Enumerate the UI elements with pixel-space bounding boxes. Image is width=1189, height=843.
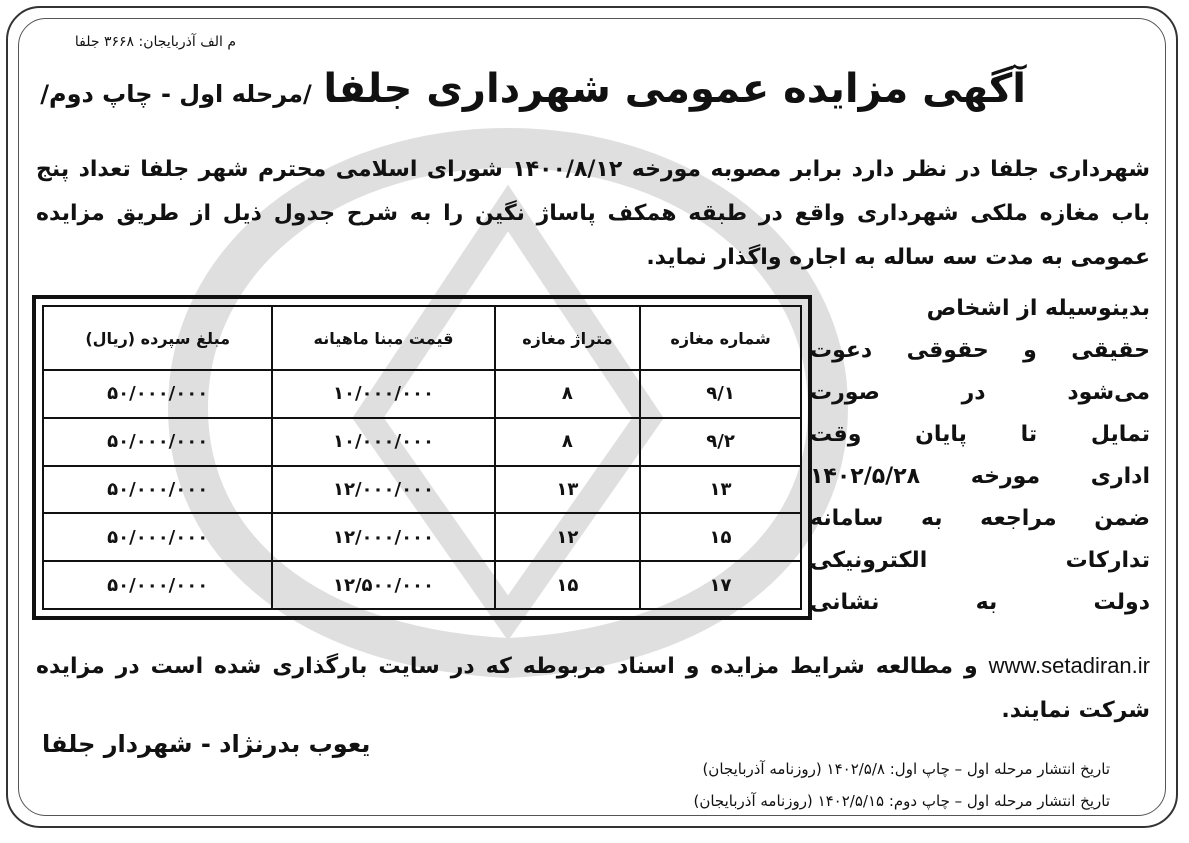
side-line: تمایل تا پایان وقت — [810, 422, 1150, 447]
cell-shop-area: ۸ — [495, 370, 640, 418]
cell-base-price: ۱۰/۰۰۰/۰۰۰ — [272, 370, 494, 418]
cell-deposit: ۵۰/۰۰۰/۰۰۰ — [43, 561, 272, 609]
side-line: دولت به نشانی — [810, 590, 1150, 615]
closing-text: و مطالعه شرایط مزایده و اسناد مربوطه که در سایت بارگذاری شده است در مزایده شرکت نمایند. — [36, 654, 1150, 723]
cell-base-price: ۱۲/۵۰۰/۰۰۰ — [272, 561, 494, 609]
header-deposit-amount: مبلغ سپرده (ریال) — [43, 306, 272, 370]
table-row — [43, 418, 801, 466]
cell-shop-number: ۱۳ — [640, 466, 801, 514]
cell-base-price: ۱۰/۰۰۰/۰۰۰ — [272, 418, 494, 466]
title-main: آگهی مزایده عمومی شهرداری جلفا — [323, 66, 1026, 112]
table-row — [43, 513, 801, 561]
closing-paragraph — [36, 644, 1150, 733]
ad-title — [40, 66, 1026, 112]
cell-base-price: ۱۲/۰۰۰/۰۰۰ — [272, 513, 494, 561]
table-header-row — [43, 306, 801, 370]
cell-deposit: ۵۰/۰۰۰/۰۰۰ — [43, 513, 272, 561]
table-row — [43, 561, 801, 609]
cell-shop-number: ۱۵ — [640, 513, 801, 561]
ad-frame — [6, 6, 1178, 828]
cell-deposit: ۵۰/۰۰۰/۰۰۰ — [43, 370, 272, 418]
publication-date-first: تاریخ انتشار مرحله اول – چاپ اول: ۱۴۰۲/۵/۸ (روزنامه آذربایجان) — [702, 760, 1110, 778]
cell-deposit: ۵۰/۰۰۰/۰۰۰ — [43, 466, 272, 514]
signature: یعوب بدرنژاد - شهردار جلفا — [42, 730, 371, 758]
table-row — [43, 466, 801, 514]
side-line: می‌شود در صورت — [810, 380, 1150, 405]
intro-paragraph: شهرداری جلفا در نظر دارد برابر مصوبه مورخه ۱۴۰۰/۸/۱۲ شورای اسلامی محترم شهر جلفا تعداد پنج باب مغازه ملکی شهرداری واقع در طبقه همکف پاساژ نگین را به شرح جدول ذیل از طریق مزایده عمومی به مدت سه ساله به اجاره واگذار نماید. — [36, 157, 1150, 270]
side-line: تدارکات الکترونیکی — [810, 548, 1150, 573]
cell-shop-number: ۹/۱ — [640, 370, 801, 418]
shops-table — [42, 305, 802, 610]
header-monthly-base-price: قیمت مبنا ماهیانه — [272, 306, 494, 370]
cell-shop-number: ۱۷ — [640, 561, 801, 609]
side-line: اداری مورخه ۱۴۰۲/۵/۲۸ — [810, 464, 1150, 489]
cell-base-price: ۱۲/۰۰۰/۰۰۰ — [272, 466, 494, 514]
shops-table-box — [32, 295, 812, 620]
publication-date-second: تاریخ انتشار مرحله اول – چاپ دوم: ۱۴۰۲/۵/۱۵ (روزنامه آذربایجان) — [693, 792, 1110, 810]
header-shop-number: شماره مغازه — [640, 306, 801, 370]
cell-shop-number: ۹/۲ — [640, 418, 801, 466]
header-shop-area: متراژ مغازه — [495, 306, 640, 370]
cell-deposit: ۵۰/۰۰۰/۰۰۰ — [43, 418, 272, 466]
side-line: بدینوسیله از اشخاص — [926, 296, 1150, 321]
side-line: حقیقی و حقوقی دعوت — [810, 338, 1150, 363]
table-row — [43, 370, 801, 418]
title-stage: /مرحله اول - چاپ دوم/ — [40, 80, 312, 108]
cell-shop-area: ۱۵ — [495, 561, 640, 609]
cell-shop-area: ۸ — [495, 418, 640, 466]
cell-shop-area: ۱۳ — [495, 466, 640, 514]
cell-shop-area: ۱۲ — [495, 513, 640, 561]
website-link[interactable]: www.setadiran.ir — [988, 653, 1150, 678]
side-paragraph — [810, 288, 1150, 624]
side-line: ضمن مراجعه به سامانه — [810, 506, 1150, 531]
ad-code: م الف آذربایجان: ۳۶۶۸ جلفا — [74, 34, 236, 50]
